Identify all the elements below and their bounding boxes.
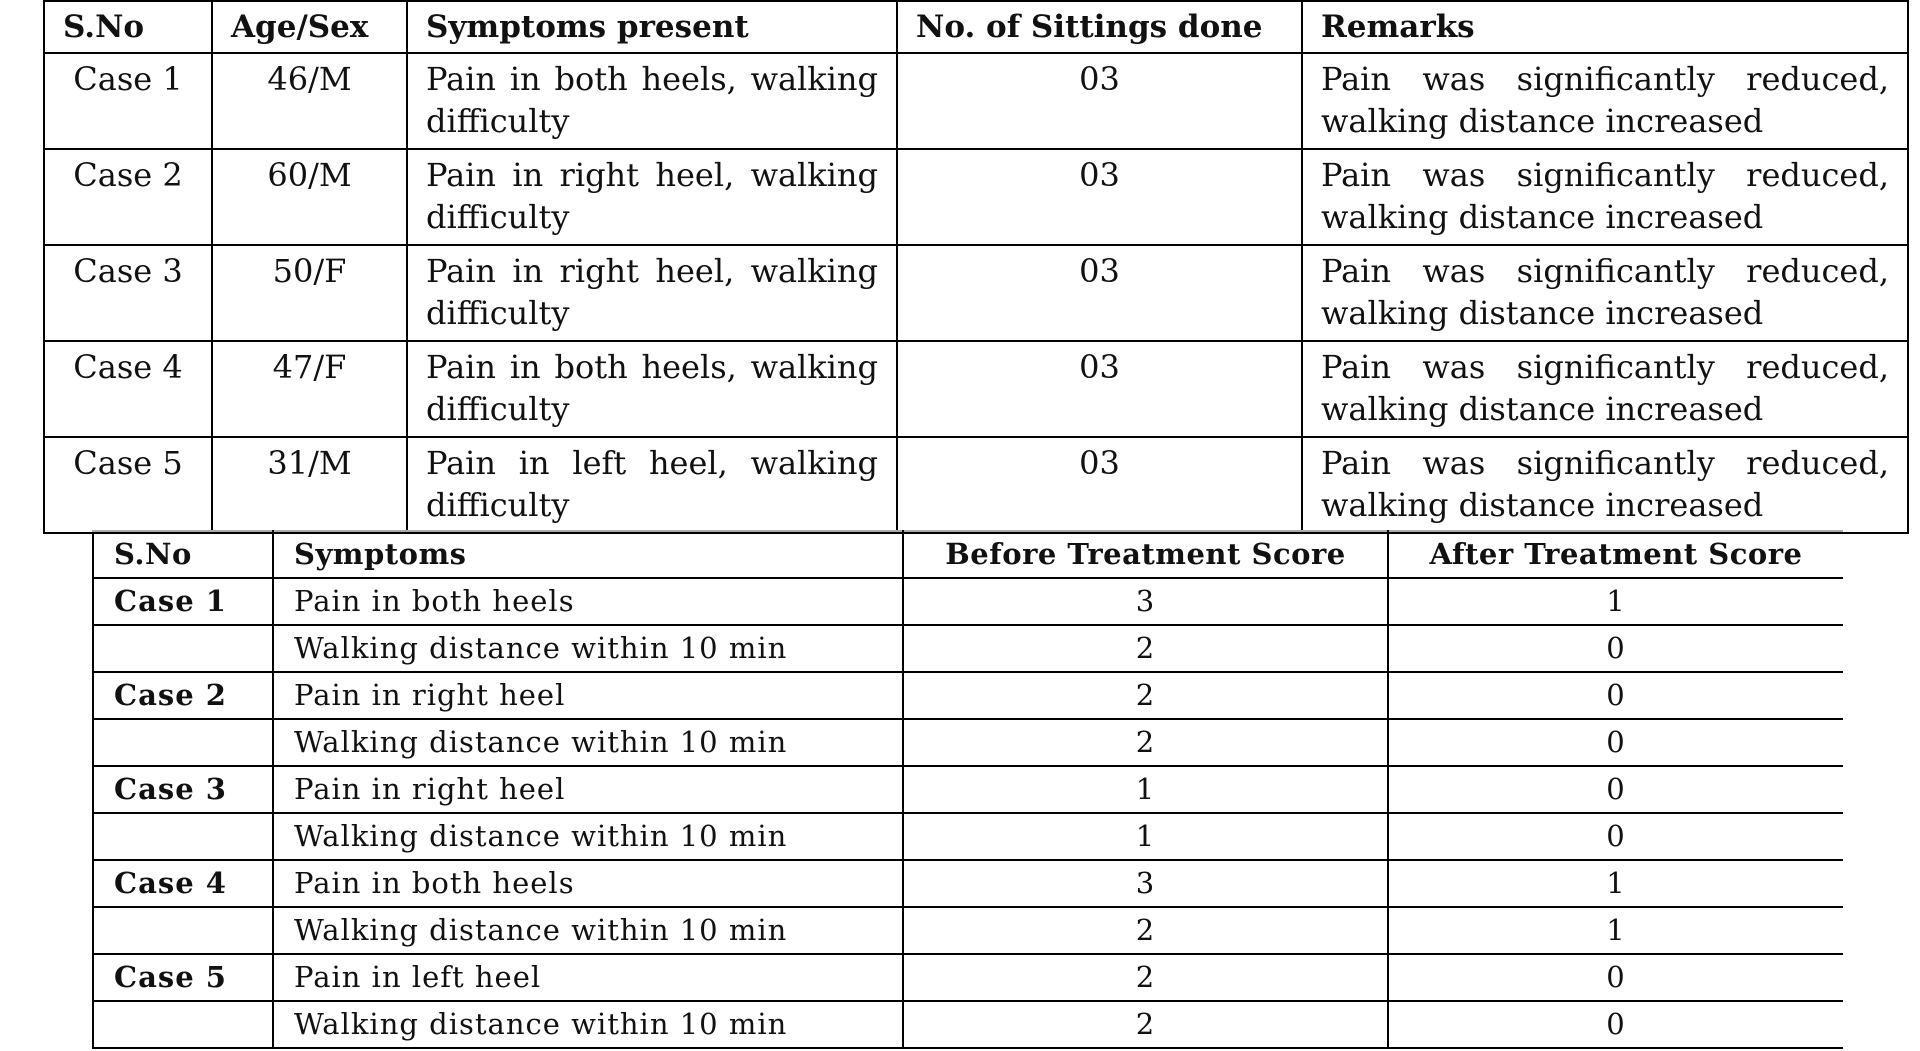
case-number: Case 5	[93, 954, 273, 1001]
case-number	[93, 625, 273, 672]
symptom: Pain in both heels	[273, 578, 903, 625]
table1-header-sno: S.No	[44, 1, 212, 53]
sittings-count: 03	[897, 245, 1302, 341]
after-score: 0	[1388, 719, 1843, 766]
after-score: 0	[1388, 672, 1843, 719]
case-number	[93, 907, 273, 954]
table2-header-before-score: Before Treatment Score	[903, 531, 1388, 578]
table-row	[93, 860, 1843, 907]
sittings-count: 03	[897, 53, 1302, 149]
after-score: 0	[1388, 954, 1843, 1001]
before-score: 2	[903, 672, 1388, 719]
remarks: Pain was significantly reduced, walking distance increased	[1302, 149, 1908, 245]
table-row	[44, 341, 1908, 437]
symptoms-present: Pain in both heels, walking difficulty	[407, 53, 897, 149]
table-row	[93, 766, 1843, 813]
table-row	[44, 437, 1908, 533]
table1-header-sittings: No. of Sittings done	[897, 1, 1302, 53]
symptom: Walking distance within 10 min	[273, 625, 903, 672]
table-row	[44, 245, 1908, 341]
symptom: Walking distance within 10 min	[273, 907, 903, 954]
before-score: 2	[903, 719, 1388, 766]
symptoms-present: Pain in left heel, walking difficulty	[407, 437, 897, 533]
case-number	[93, 1001, 273, 1048]
case-number: Case 5	[44, 437, 212, 533]
table-row	[93, 719, 1843, 766]
before-score: 3	[903, 578, 1388, 625]
symptom: Pain in left heel	[273, 954, 903, 1001]
symptoms-present: Pain in right heel, walking difficulty	[407, 245, 897, 341]
remarks: Pain was significantly reduced, walking distance increased	[1302, 53, 1908, 149]
table2-header-after-score: After Treatment Score	[1388, 531, 1843, 578]
before-score: 1	[903, 766, 1388, 813]
table-row	[93, 625, 1843, 672]
after-score: 1	[1388, 578, 1843, 625]
symptoms-present: Pain in both heels, walking difficulty	[407, 341, 897, 437]
case-number	[93, 813, 273, 860]
age-sex: 31/M	[212, 437, 407, 533]
before-score: 2	[903, 625, 1388, 672]
symptom: Pain in both heels	[273, 860, 903, 907]
table1-header-age-sex: Age/Sex	[212, 1, 407, 53]
symptom: Walking distance within 10 min	[273, 813, 903, 860]
table-row	[93, 954, 1843, 1001]
table-row	[93, 672, 1843, 719]
symptom: Pain in right heel	[273, 672, 903, 719]
table-row	[93, 1001, 1843, 1048]
case-number: Case 4	[93, 860, 273, 907]
table2-header-sno: S.No	[93, 531, 273, 578]
before-score: 3	[903, 860, 1388, 907]
age-sex: 60/M	[212, 149, 407, 245]
case-number	[93, 719, 273, 766]
table2-header-symptoms: Symptoms	[273, 531, 903, 578]
age-sex: 50/F	[212, 245, 407, 341]
table1-header-remarks: Remarks	[1302, 1, 1908, 53]
case-number: Case 1	[93, 578, 273, 625]
after-score: 0	[1388, 766, 1843, 813]
table-row	[93, 578, 1843, 625]
case-number: Case 4	[44, 341, 212, 437]
after-score: 1	[1388, 860, 1843, 907]
after-score: 0	[1388, 625, 1843, 672]
table-row	[44, 53, 1908, 149]
symptoms-present: Pain in right heel, walking difficulty	[407, 149, 897, 245]
sittings-count: 03	[897, 437, 1302, 533]
remarks: Pain was significantly reduced, walking distance increased	[1302, 437, 1908, 533]
case-number: Case 2	[93, 672, 273, 719]
case-number: Case 3	[44, 245, 212, 341]
table-row	[93, 907, 1843, 954]
table1-header-symptoms: Symptoms present	[407, 1, 897, 53]
symptom: Pain in right heel	[273, 766, 903, 813]
treatment-score-table	[92, 530, 1843, 1049]
before-score: 2	[903, 907, 1388, 954]
after-score: 0	[1388, 1001, 1843, 1048]
table1-header-row	[44, 1, 1908, 53]
age-sex: 46/M	[212, 53, 407, 149]
remarks: Pain was significantly reduced, walking distance increased	[1302, 245, 1908, 341]
before-score: 1	[903, 813, 1388, 860]
sittings-count: 03	[897, 341, 1302, 437]
table2-header-row	[93, 531, 1843, 578]
age-sex: 47/F	[212, 341, 407, 437]
case-summary-table	[43, 0, 1909, 534]
before-score: 2	[903, 1001, 1388, 1048]
symptom: Walking distance within 10 min	[273, 1001, 903, 1048]
case-number: Case 1	[44, 53, 212, 149]
remarks: Pain was significantly reduced, walking distance increased	[1302, 341, 1908, 437]
after-score: 0	[1388, 813, 1843, 860]
before-score: 2	[903, 954, 1388, 1001]
table-row	[44, 149, 1908, 245]
case-number: Case 2	[44, 149, 212, 245]
case-number: Case 3	[93, 766, 273, 813]
sittings-count: 03	[897, 149, 1302, 245]
symptom: Walking distance within 10 min	[273, 719, 903, 766]
table-row	[93, 813, 1843, 860]
after-score: 1	[1388, 907, 1843, 954]
